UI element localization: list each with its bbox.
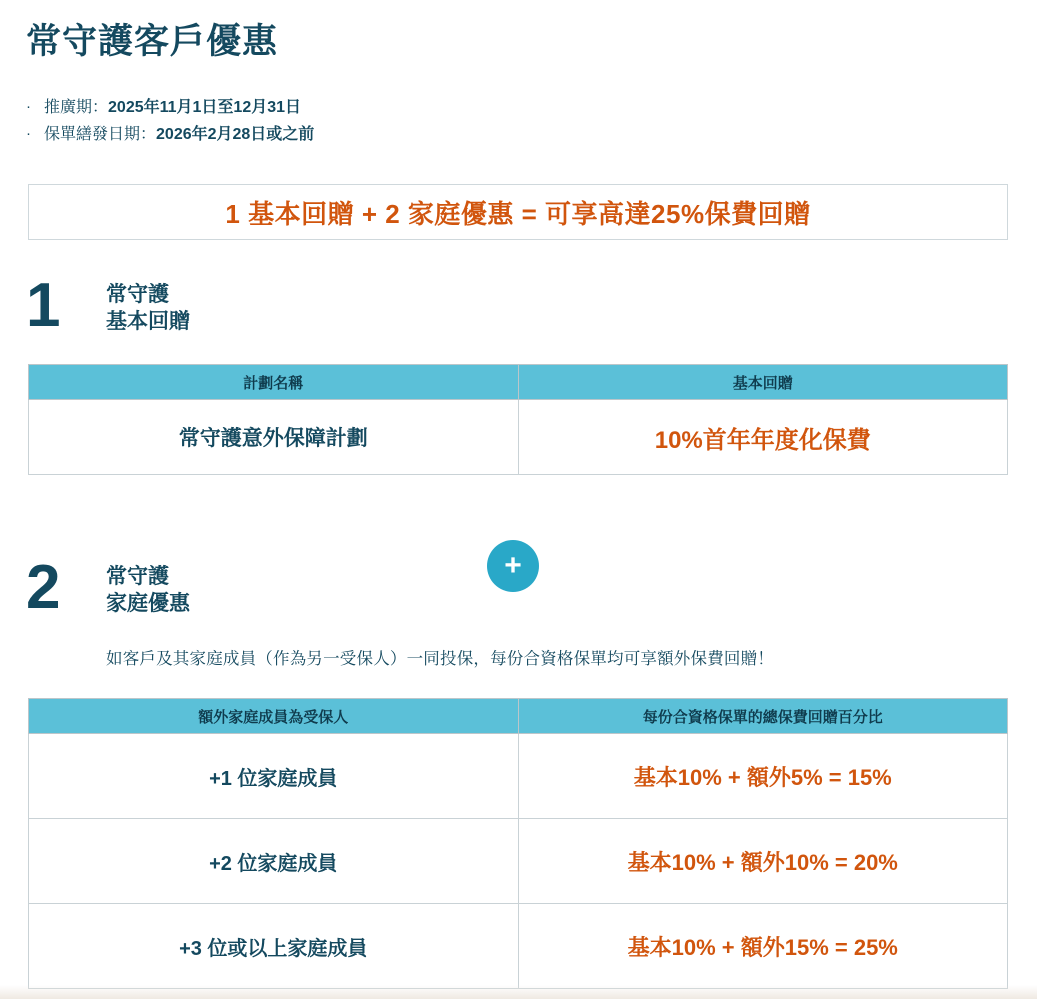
section-1-number: 1 bbox=[26, 271, 61, 340]
section-2-heading bbox=[106, 563, 190, 618]
family-offer-table bbox=[28, 698, 1008, 989]
section-2-heading-line2: 家庭優惠 bbox=[106, 592, 190, 616]
column-header-extra-members: 額外家庭成員為受保人 bbox=[29, 699, 519, 734]
table-row bbox=[29, 400, 1008, 475]
footer-gradient bbox=[0, 985, 1037, 999]
section-1-heading-line1: 常守護 bbox=[106, 283, 169, 306]
cell-percent: 基本10% + 額外10% = 20% bbox=[518, 819, 1008, 904]
cell-basic-rebate: 10%首年年度化保費 bbox=[518, 400, 1008, 475]
bullet-value: 2025年11月1日至12月31日 bbox=[108, 99, 302, 116]
cell-percent: 基本10% + 額外15% = 25% bbox=[518, 904, 1008, 989]
bullet-label: 保單繕發日期： bbox=[44, 126, 157, 144]
section-2-heading-line1: 常守護 bbox=[106, 565, 169, 588]
bullet-text bbox=[44, 96, 301, 119]
summary-banner bbox=[28, 184, 1008, 240]
page-title: 常守護客戶優惠 bbox=[26, 22, 279, 61]
cell-members: +2 位家庭成員 bbox=[29, 819, 519, 904]
cell-percent: 基本10% + 額外5% = 15% bbox=[518, 734, 1008, 819]
section-1-heading bbox=[106, 281, 190, 336]
table-row bbox=[29, 904, 1008, 989]
table-header-row bbox=[29, 365, 1008, 400]
bullet-text bbox=[44, 123, 314, 146]
basic-rebate-table bbox=[28, 364, 1008, 475]
column-header-plan-name: 計劃名稱 bbox=[29, 365, 519, 400]
table-row bbox=[29, 734, 1008, 819]
list-item bbox=[26, 96, 314, 119]
column-header-basic-rebate: 基本回贈 bbox=[518, 365, 1008, 400]
table-header-row bbox=[29, 699, 1008, 734]
section-2-description: 如客戶及其家庭成員（作為另一受保人）一同投保，每份合資格保單均可享額外保費回贈！ bbox=[106, 650, 774, 668]
plus-icon: + bbox=[487, 540, 539, 592]
bullet-icon: · bbox=[26, 98, 31, 115]
column-header-total-rebate-percent: 每份合資格保單的總保費回贈百分比 bbox=[518, 699, 1008, 734]
list-item bbox=[26, 123, 314, 146]
section-1-heading-line2: 基本回贈 bbox=[106, 310, 190, 334]
cell-plan-name: 常守護意外保障計劃 bbox=[29, 400, 519, 475]
promotion-details-list bbox=[26, 96, 314, 150]
cell-members: +1 位家庭成員 bbox=[29, 734, 519, 819]
section-2-number: 2 bbox=[26, 553, 61, 622]
bullet-label: 推廣期： bbox=[44, 99, 109, 116]
bullet-icon: · bbox=[26, 125, 31, 143]
table-row bbox=[29, 819, 1008, 904]
cell-members: +3 位或以上家庭成員 bbox=[29, 904, 519, 989]
summary-banner-text: 1 基本回贈 + 2 家庭優惠 = 可享高達25%保費回贈 bbox=[225, 198, 811, 229]
bullet-value: 2026年2月28日或之前 bbox=[156, 126, 315, 144]
